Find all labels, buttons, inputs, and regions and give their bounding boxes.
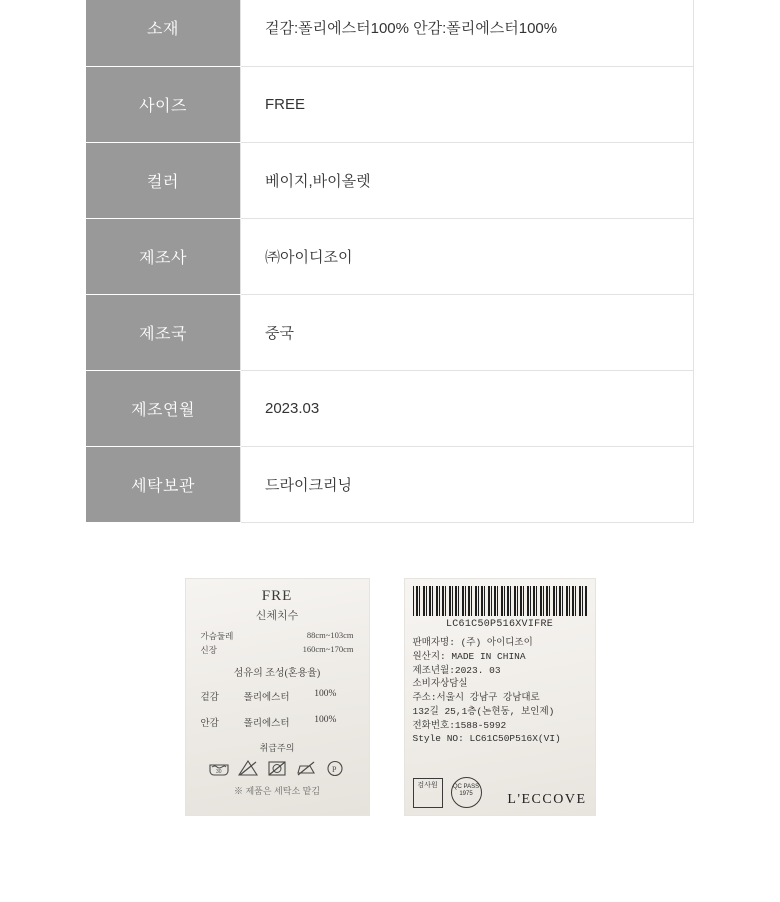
composition-pct-lining: 100% [314,715,337,725]
barcode-icon [413,586,587,616]
no-tumble-dry-icon [266,759,288,778]
spec-label-material: 소재 [86,0,241,66]
composition-heading: 섬유의 조성(혼용율) [233,668,321,679]
label-line-support: 소비자상담실 [412,678,468,690]
spec-label-manufacture-date: 제조연월 [86,370,241,446]
label-line-origin: 원산지: MADE IN CHINA [412,650,526,662]
qc-pass-stamp: QC PASS 1975 [451,777,482,808]
measure-name-height: 신장 [200,645,217,655]
label-line-address1: 주소:서울시 강남구 강남대로 [412,692,540,704]
care-label-photo [185,578,370,816]
spec-value-country: 중국 [241,294,694,370]
table-row [86,370,694,446]
label-line-seller: 판매자명: (주) 아이디조이 [412,637,533,648]
composition-pct-outer: 100% [314,689,337,699]
measure-name-chest: 가슴둘레 [200,631,234,641]
product-label-photo [404,578,596,816]
spec-label-size: 사이즈 [86,66,241,142]
inspector-stamp: 검사원 [413,778,443,808]
table-row [86,0,694,66]
label-line-phone: 전화번호:1588-5992 [412,719,507,731]
spec-value-manufacture-date: 2023.03 [241,370,694,446]
table-row [86,218,694,294]
composition-part-outer: 겉감 [200,693,219,703]
composition-rows [201,689,354,729]
list-item [201,630,354,642]
care-symbol-row [185,759,370,778]
care-label-size-sub: 신체치수 [255,610,299,622]
composition-part-lining: 안감 [200,719,219,729]
spec-value-care: 드라이크리닝 [241,446,694,522]
care-label-measurements [201,630,354,656]
product-label-lines [413,636,587,746]
svg-text:P: P [332,765,337,774]
table-row [86,294,694,370]
spec-value-size: FREE [241,66,694,142]
table-row [86,66,694,142]
svg-text:30: 30 [216,769,222,775]
label-stamps [413,777,587,808]
spec-label-country: 제조국 [86,294,241,370]
care-heading: 취급주의 [259,743,295,753]
hand-wash-icon [208,759,230,778]
spec-value-material: 겉감:폴리에스터100% 안감:폴리에스터100% [241,0,694,66]
spec-value-manufacturer: ㈜아이디조이 [241,218,694,294]
list-item [201,689,354,703]
dry-clean-icon [324,759,346,778]
spec-label-color: 컬러 [86,142,241,218]
care-label-footer: ※ 제품은 세탁소 맡김 [233,786,321,796]
spec-label-manufacturer: 제조사 [86,218,241,294]
no-iron-icon [295,759,317,778]
label-photos [0,578,780,816]
table-row [86,446,694,522]
composition-fiber-lining: 폴리에스터 [243,719,290,729]
label-line-style-no: Style NO: LC61C50P516X(VI) [412,733,561,745]
measure-value-chest: 88cm~103cm [306,630,354,640]
barcode-text: LC61C50P516XVIFRE [445,619,554,630]
brand-logo: L'ECCOVE [507,792,587,807]
label-line-address2: 132길 25,1층(논현동, 보인제) [412,705,555,717]
spec-value-color: 베이지,바이올렛 [241,142,694,218]
label-line-date: 제조년월:2023. 03 [412,664,501,676]
list-item [201,644,354,656]
table-row [86,142,694,218]
care-label-size: FRE [261,588,293,604]
product-spec-table [86,0,694,523]
list-item [201,715,354,729]
spec-label-care: 세탁보관 [86,446,241,522]
composition-fiber-outer: 폴리에스터 [243,693,290,703]
measure-value-height: 160cm~170cm [302,644,354,654]
no-bleach-icon [237,759,259,778]
